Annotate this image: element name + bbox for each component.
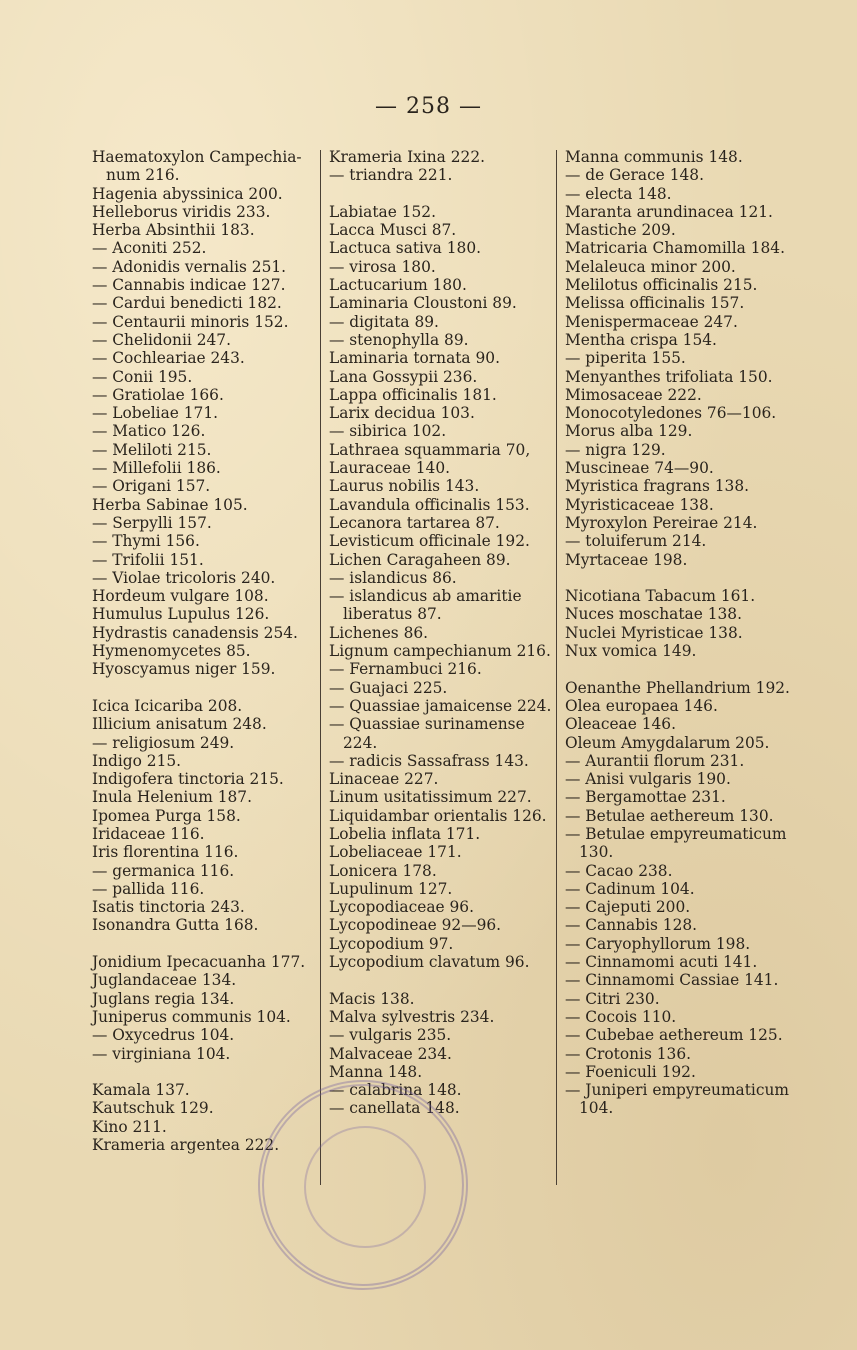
index-entry: Matricaria Chamomilla 184. — [565, 239, 785, 258]
index-column-1 — [92, 148, 318, 1154]
index-entry: — Cocois 110. — [565, 1007, 677, 1026]
section-gap — [92, 935, 318, 953]
section-gap — [565, 569, 795, 587]
index-entry: Helleborus viridis 233. — [92, 202, 271, 221]
index-entry: Krameria argentea 222. — [92, 1136, 280, 1155]
index-entry: Lonicera 178. — [329, 861, 437, 880]
index-entry: — Trifolii 151. — [92, 550, 204, 569]
index-entry: Ipomea Purga 158. — [92, 806, 241, 825]
index-entry: — Cadinum 104. — [565, 879, 695, 898]
index-entry: Linum usitatissimum 227. — [329, 788, 532, 807]
index-entry: Isatis tinctoria 243. — [92, 898, 245, 917]
index-entry: — Foeniculi 192. — [565, 1062, 696, 1081]
index-entry: Isonandra Gutta 168. — [92, 916, 259, 935]
index-column-3 — [565, 148, 795, 1118]
index-entry: Laurus nobilis 143. — [329, 477, 480, 496]
index-entry: Lactucarium 180. — [329, 276, 467, 295]
index-entry: Manna 148. — [329, 1062, 423, 1081]
index-entry: Lobelia inflata 171. — [329, 824, 481, 843]
index-entry: Kamala 137. — [92, 1081, 190, 1100]
index-entry: Herba Absinthii 183. — [92, 221, 255, 240]
index-entry: — Bergamottae 231. — [565, 788, 726, 807]
index-entry: — Quassiae surinamense 224. — [329, 715, 525, 752]
index-entry: — Citri 230. — [565, 989, 660, 1008]
index-entry: Lycopodiaceae 96. — [329, 898, 474, 917]
index-entry: — Oxycedrus 104. — [92, 1026, 235, 1045]
index-entry: — radicis Sassafrass 143. — [329, 751, 529, 770]
index-entry: — electa 148. — [565, 184, 672, 203]
index-entry: Lacca Musci 87. — [329, 221, 457, 240]
index-entry: — Guajaci 225. — [329, 678, 448, 697]
page-number: — 258 — — [375, 94, 482, 119]
index-entry: Nicotiana Tabacum 161. — [565, 587, 756, 606]
index-entry: — Cannabis 128. — [565, 916, 698, 935]
index-entry: — Origani 157. — [92, 477, 211, 496]
index-entry: Juniperus communis 104. — [92, 1007, 291, 1026]
section-gap — [92, 1063, 318, 1081]
index-entry: — Serpylli 157. — [92, 513, 212, 532]
index-entry: — virginiana 104. — [92, 1044, 231, 1063]
index-entry: Myroxylon Pereirae 214. — [565, 513, 758, 532]
index-entry: — Conii 195. — [92, 367, 193, 386]
index-entry: Liquidambar orientalis 126. — [329, 806, 547, 825]
index-entry: Olea europaea 146. — [565, 696, 718, 715]
index-entry: Menispermaceae 247. — [565, 312, 738, 331]
index-entry: — triandra 221. — [329, 166, 453, 185]
index-entry: Lobeliaceae 171. — [329, 843, 462, 862]
index-entry: — digitata 89. — [329, 312, 439, 331]
index-entry: — Betulae empyreumaticum 130. — [565, 824, 787, 862]
index-entry: Iridaceae 116. — [92, 824, 205, 843]
index-entry: Laminaria Cloustoni 89. — [329, 294, 517, 313]
index-entry: Oleum Amygdalarum 205. — [565, 733, 770, 752]
index-entry: — Cinnamomi Cassiae 141. — [565, 971, 779, 990]
index-entry: — Lobeliae 171. — [92, 404, 219, 423]
index-entry: Nux vomica 149. — [565, 642, 697, 661]
index-entry: — Crotonis 136. — [565, 1044, 692, 1063]
index-entry: — islandicus ab amaritie liberatus 87. — [329, 587, 522, 624]
index-entry: Malvaceae 234. — [329, 1044, 452, 1063]
index-entry: — calabrina 148. — [329, 1081, 462, 1100]
index-entry: Inula Helenium 187. — [92, 788, 252, 807]
index-entry: Macis 138. — [329, 989, 415, 1008]
index-entry: — Matico 126. — [92, 422, 206, 441]
index-entry: — Chelidonii 247. — [92, 330, 231, 349]
index-entry: Myrtaceae 198. — [565, 550, 688, 569]
index-entry: Mastiche 209. — [565, 221, 676, 240]
index-entry: — Adonidis vernalis 251. — [92, 257, 287, 276]
index-entry: — Centaurii minoris 152. — [92, 312, 289, 331]
index-entry: Muscineae 74—90. — [565, 459, 714, 478]
index-entry: Melaleuca minor 200. — [565, 257, 736, 276]
index-entry: Lavandula officinalis 153. — [329, 495, 530, 514]
index-entry: — Cochleariae 243. — [92, 349, 245, 368]
index-entry: — Aconiti 252. — [92, 239, 207, 258]
index-entry: — Cannabis indicae 127. — [92, 276, 286, 295]
index-entry: Lecanora tartarea 87. — [329, 513, 500, 532]
column-divider — [320, 150, 321, 1185]
index-entry: — Cajeputi 200. — [565, 898, 691, 917]
index-entry: Lignum campechianum 216. — [329, 642, 551, 661]
index-entry: Labiatae 152. — [329, 202, 436, 221]
index-entry: — Juniperi empyreumaticum 104. — [565, 1081, 789, 1118]
index-entry: Hagenia abyssinica 200. — [92, 184, 283, 203]
index-entry: Juglans regia 134. — [92, 989, 235, 1008]
index-entry: Mimosaceae 222. — [565, 385, 702, 404]
index-entry: — pallida 116. — [92, 879, 205, 898]
index-entry: — germanica 116. — [92, 861, 235, 880]
section-gap — [92, 679, 318, 697]
index-entry: Melissa officinalis 157. — [565, 294, 745, 313]
index-entry: — Gratiolae 166. — [92, 385, 224, 404]
index-entry: — canellata 148. — [329, 1099, 460, 1118]
index-entry: Lathraea squammaria 70, — [329, 440, 531, 459]
index-entry: — Quassiae jamaicense 224. — [329, 696, 552, 715]
index-entry: — toluiferum 214. — [565, 532, 707, 551]
index-entry: Krameria Ixina 222. — [329, 148, 486, 166]
index-entry: — Cubebae aethereum 125. — [565, 1026, 783, 1045]
index-entry: Lana Gossypii 236. — [329, 367, 478, 386]
index-entry: — Cardui benedicti 182. — [92, 294, 282, 313]
index-entry: Nuclei Myristicae 138. — [565, 623, 743, 642]
index-entry: — nigra 129. — [565, 440, 666, 459]
index-entry: — Thymi 156. — [92, 532, 200, 551]
index-entry: Jonidium Ipecacuanha 177. — [92, 953, 306, 972]
index-entry: — Violae tricoloris 240. — [92, 568, 276, 587]
index-entry: Melilotus officinalis 215. — [565, 276, 758, 295]
index-entry: Levisticum officinale 192. — [329, 532, 530, 551]
index-entry: Laminaria tornata 90. — [329, 349, 500, 368]
index-entry: Lycopodium 97. — [329, 934, 454, 953]
index-entry: — Fernambuci 216. — [329, 660, 482, 679]
index-entry: Lycopodium clavatum 96. — [329, 953, 530, 972]
index-entry: — virosa 180. — [329, 257, 436, 276]
index-entry: Indigo 215. — [92, 751, 182, 770]
index-entry: — Cinnamomi acuti 141. — [565, 953, 758, 972]
index-column-2 — [329, 148, 555, 1118]
index-entry: Humulus Lupulus 126. — [92, 605, 270, 624]
index-entry: Hydrastis canadensis 254. — [92, 623, 298, 642]
index-entry: Kino 211. — [92, 1117, 167, 1136]
index-entry: Hyoscyamus niger 159. — [92, 660, 276, 679]
section-gap — [329, 971, 555, 989]
index-entry: Myristica fragrans 138. — [565, 477, 750, 496]
index-entry: Morus alba 129. — [565, 422, 693, 441]
index-entry: Oenanthe Phellandrium 192. — [565, 678, 790, 697]
index-entry: — de Gerace 148. — [565, 166, 704, 185]
index-entry: Nuces moschatae 138. — [565, 605, 742, 624]
index-entry: Iris florentina 116. — [92, 843, 239, 862]
section-gap — [565, 660, 795, 678]
library-stamp — [258, 1080, 468, 1290]
index-entry: — Caryophyllorum 198. — [565, 934, 751, 953]
index-entry: Linaceae 227. — [329, 770, 439, 789]
index-entry: — sibirica 102. — [329, 422, 447, 441]
index-entry: Hymenomycetes 85. — [92, 642, 251, 661]
index-entry: Mentha crispa 154. — [565, 330, 717, 349]
section-gap — [329, 185, 555, 203]
index-entry: Manna communis 148. — [565, 148, 743, 166]
index-entry: — Anisi vulgaris 190. — [565, 770, 731, 789]
index-entry: Myristicaceae 138. — [565, 495, 714, 514]
index-entry: Malva sylvestris 234. — [329, 1007, 495, 1026]
index-entry: Lycopodineae 92—96. — [329, 916, 502, 935]
index-entry: Hordeum vulgare 108. — [92, 587, 269, 606]
index-entry: Monocotyledones 76—106. — [565, 404, 777, 423]
index-entry: Juglandaceae 134. — [92, 971, 237, 990]
index-entry: Indigofera tinctoria 215. — [92, 770, 284, 789]
index-entry: Lappa officinalis 181. — [329, 385, 497, 404]
index-entry: Lichen Caragaheen 89. — [329, 550, 511, 569]
index-entry: Menyanthes trifoliata 150. — [565, 367, 773, 386]
index-entry: Lichenes 86. — [329, 623, 429, 642]
index-entry: Lauraceae 140. — [329, 459, 451, 478]
index-entry: — vulgaris 235. — [329, 1026, 452, 1045]
index-entry: — Meliloti 215. — [92, 440, 212, 459]
index-entry: — stenophylla 89. — [329, 330, 469, 349]
index-entry: — piperita 155. — [565, 349, 686, 368]
index-entry: Larix decidua 103. — [329, 404, 475, 423]
index-entry: Kautschuk 129. — [92, 1099, 214, 1118]
index-entry: Haematoxylon Campechia-num 216. — [92, 148, 302, 185]
index-entry: — Aurantii florum 231. — [565, 751, 745, 770]
index-entry: — religiosum 249. — [92, 733, 235, 752]
index-entry: Lactuca sativa 180. — [329, 239, 482, 258]
index-entry: — Betulae aethereum 130. — [565, 806, 774, 825]
index-entry: Lupulinum 127. — [329, 879, 453, 898]
index-entry: — islandicus 86. — [329, 568, 457, 587]
index-entry: Oleaceae 146. — [565, 715, 676, 734]
index-entry: — Millefolii 186. — [92, 459, 221, 478]
index-entry: Herba Sabinae 105. — [92, 495, 248, 514]
index-entry: Icica Icicariba 208. — [92, 696, 243, 715]
index-entry: Maranta arundinacea 121. — [565, 202, 773, 221]
index-entry: — Cacao 238. — [565, 861, 673, 880]
column-divider — [556, 150, 557, 1185]
index-entry: Illicium anisatum 248. — [92, 715, 267, 734]
